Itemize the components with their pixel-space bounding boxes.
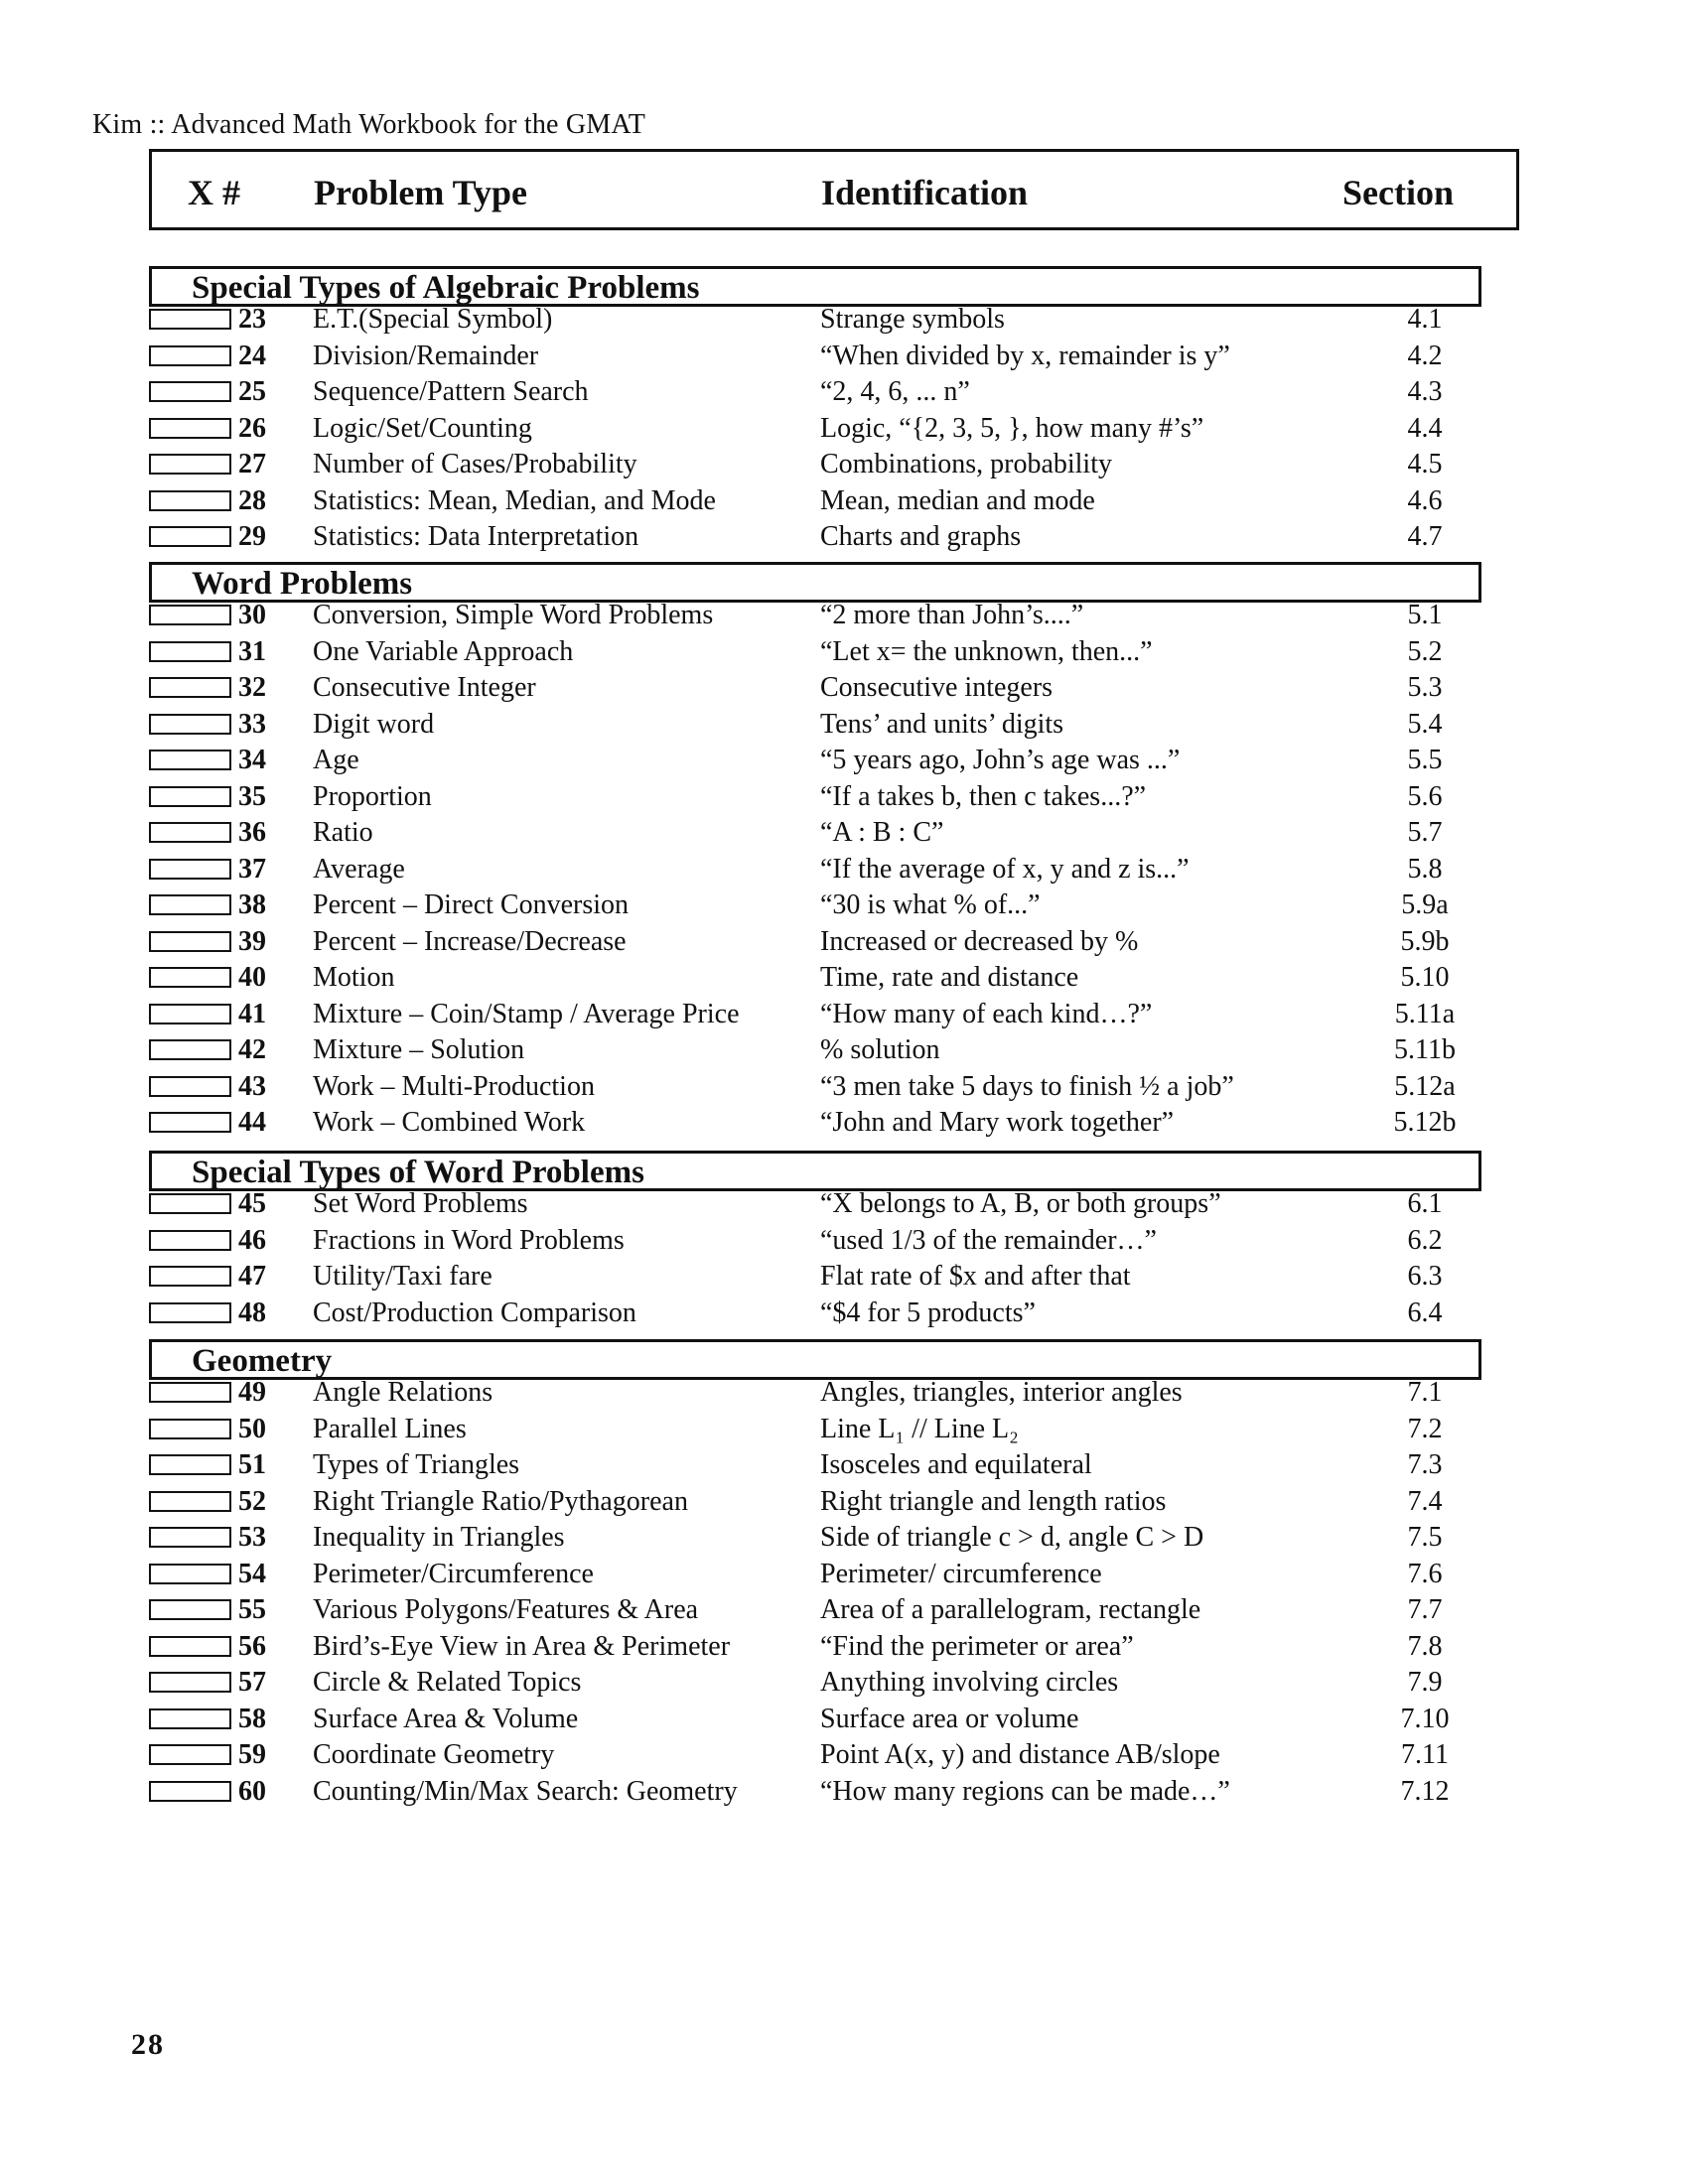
checkbox[interactable] <box>149 1527 231 1548</box>
identification: Angles, triangles, interior angles <box>820 1377 1183 1408</box>
checkbox[interactable] <box>149 1491 231 1512</box>
section-title: Special Types of Algebraic Problems <box>192 270 700 306</box>
checkbox[interactable] <box>149 894 231 915</box>
table-row <box>0 1775 1688 1811</box>
table-row <box>0 708 1688 744</box>
checkbox[interactable] <box>149 1599 231 1620</box>
identification: Mean, median and mode <box>820 484 1095 516</box>
identification: “If a takes b, then c takes...?” <box>820 780 1147 812</box>
identification: “How many of each kind…?” <box>820 998 1153 1029</box>
identification: “Find the perimeter or area” <box>820 1630 1134 1662</box>
problem-type: Age <box>313 745 359 775</box>
identification: % solution <box>820 1034 940 1065</box>
table-row <box>0 340 1688 375</box>
problem-number: 51 <box>238 1449 266 1480</box>
checkbox[interactable] <box>149 1564 231 1584</box>
section-number: 5.9b <box>1400 925 1450 957</box>
section-number: 7.7 <box>1407 1594 1443 1625</box>
problem-type: One Variable Approach <box>313 635 574 667</box>
section-number: 7.8 <box>1407 1630 1443 1662</box>
table-row <box>0 1485 1688 1521</box>
section-number: 7.3 <box>1407 1449 1443 1480</box>
table-row <box>0 925 1688 961</box>
problem-type: Logic/Set/Counting <box>313 412 532 444</box>
problem-number: 59 <box>238 1739 266 1770</box>
problem-type: Ratio <box>313 817 373 848</box>
problem-type: Percent – Increase/Decrease <box>313 925 627 957</box>
identification: “30 is what % of...” <box>820 889 1041 920</box>
identification: “$4 for 5 products” <box>820 1297 1036 1328</box>
checkbox[interactable] <box>149 490 231 511</box>
identification: Consecutive integers <box>820 672 1054 703</box>
section-number: 4.1 <box>1407 304 1443 335</box>
table-row <box>0 375 1688 411</box>
section-header <box>149 1339 1481 1380</box>
problem-number: 33 <box>238 708 266 740</box>
section-number: 5.12b <box>1393 1107 1457 1138</box>
problem-number: 35 <box>238 780 266 812</box>
section-header <box>149 1151 1481 1191</box>
problem-number: 42 <box>238 1034 266 1065</box>
checkbox[interactable] <box>149 1708 231 1729</box>
section-number: 7.10 <box>1400 1703 1450 1734</box>
problem-type: Utility/Taxi fare <box>313 1261 492 1292</box>
problem-number: 28 <box>238 484 266 516</box>
problem-number: 34 <box>238 745 266 775</box>
checkbox[interactable] <box>149 967 231 988</box>
column-header-section: Section <box>1342 173 1454 212</box>
identification: “If the average of x, y and z is...” <box>820 853 1190 885</box>
section-number: 5.8 <box>1407 853 1443 885</box>
identification: “John and Mary work together” <box>820 1107 1175 1138</box>
section-number: 7.4 <box>1407 1485 1443 1517</box>
problem-number: 30 <box>238 600 266 630</box>
identification: Anything involving circles <box>820 1667 1119 1698</box>
checkbox[interactable] <box>149 677 231 698</box>
problem-number: 24 <box>238 340 266 371</box>
section-number: 7.2 <box>1407 1413 1443 1444</box>
problem-number: 40 <box>238 962 266 993</box>
table-row <box>0 1593 1688 1629</box>
identification: Flat rate of $x and after that <box>820 1261 1131 1292</box>
problem-type: Percent – Direct Conversion <box>313 889 630 920</box>
problem-type: Average <box>313 853 405 885</box>
problem-number: 25 <box>238 376 266 407</box>
problem-type: Surface Area & Volume <box>313 1703 579 1734</box>
checkbox[interactable] <box>149 1672 231 1693</box>
identification: Right triangle and length ratios <box>820 1485 1167 1517</box>
problem-type: Counting/Min/Max Search: Geometry <box>313 1775 738 1807</box>
problem-type: Parallel Lines <box>313 1413 467 1444</box>
section-title: Special Types of Word Problems <box>192 1155 644 1190</box>
problem-number: 57 <box>238 1667 266 1698</box>
identification: Logic, “{2, 3, 5, }, how many #’s” <box>820 412 1204 444</box>
section-number: 5.11a <box>1394 998 1456 1029</box>
problem-number: 53 <box>238 1522 266 1553</box>
section-header <box>149 562 1481 603</box>
section-number: 5.3 <box>1407 672 1443 703</box>
page-number: 28 <box>131 2028 165 2061</box>
problem-number: 58 <box>238 1703 266 1734</box>
problem-type: Consecutive Integer <box>313 672 536 703</box>
table-row <box>0 635 1688 671</box>
section-number: 6.3 <box>1407 1261 1443 1292</box>
problem-number: 54 <box>238 1558 266 1589</box>
problem-type: Motion <box>313 962 395 993</box>
checkbox[interactable] <box>149 1230 231 1251</box>
checkbox[interactable] <box>149 1266 231 1287</box>
identification: Tens’ and units’ digits <box>820 708 1064 740</box>
identification: “used 1/3 of the remainder…” <box>820 1224 1157 1256</box>
problem-type: Division/Remainder <box>313 340 539 371</box>
section-number: 6.1 <box>1407 1188 1443 1219</box>
checkbox[interactable] <box>149 1382 231 1403</box>
table-row <box>0 1187 1688 1223</box>
identification: Surface area or volume <box>820 1703 1079 1734</box>
checkbox[interactable] <box>149 822 231 843</box>
section-number: 5.1 <box>1407 600 1443 630</box>
problem-number: 36 <box>238 817 266 848</box>
table-row <box>0 412 1688 448</box>
problem-number: 46 <box>238 1224 266 1256</box>
section-number: 5.2 <box>1407 635 1443 667</box>
identification: Combinations, probability <box>820 449 1112 479</box>
problem-type: Proportion <box>313 780 432 812</box>
table-row <box>0 1448 1688 1484</box>
problem-number: 48 <box>238 1297 266 1328</box>
problem-type: Statistics: Data Interpretation <box>313 521 639 552</box>
table-row <box>0 853 1688 888</box>
identification: Area of a parallelogram, rectangle <box>820 1594 1201 1625</box>
problem-type: Circle & Related Topics <box>313 1667 582 1698</box>
checkbox[interactable] <box>149 1112 231 1133</box>
table-row <box>0 780 1688 816</box>
section-number: 5.4 <box>1407 708 1443 740</box>
problem-number: 32 <box>238 672 266 703</box>
problem-type: Work – Combined Work <box>313 1107 586 1138</box>
checkbox[interactable] <box>149 526 231 547</box>
table-row <box>0 1521 1688 1557</box>
problem-type: Mixture – Solution <box>313 1034 525 1065</box>
problem-number: 29 <box>238 521 266 552</box>
section-number: 5.7 <box>1407 817 1443 848</box>
table-row <box>0 1376 1688 1412</box>
problem-type: Mixture – Coin/Stamp / Average Price <box>313 998 740 1029</box>
checkbox[interactable] <box>149 345 231 366</box>
table-row <box>0 998 1688 1033</box>
table-row <box>0 1297 1688 1332</box>
section-number: 4.4 <box>1407 412 1443 444</box>
problem-number: 26 <box>238 412 266 444</box>
table-row <box>0 1666 1688 1702</box>
problem-number: 38 <box>238 889 266 920</box>
problem-number: 37 <box>238 853 266 885</box>
problem-number: 50 <box>238 1413 266 1444</box>
section-number: 6.2 <box>1407 1224 1443 1256</box>
table-row <box>0 1703 1688 1738</box>
checkbox[interactable] <box>149 1076 231 1097</box>
table-row <box>0 1224 1688 1260</box>
table-row <box>0 888 1688 924</box>
checkbox[interactable] <box>149 1636 231 1657</box>
checkbox[interactable] <box>149 1193 231 1214</box>
problem-type: Bird’s-Eye View in Area & Perimeter <box>313 1630 731 1662</box>
problem-number: 52 <box>238 1485 266 1517</box>
problem-number: 41 <box>238 998 266 1029</box>
identification: “Let x= the unknown, then...” <box>820 635 1153 667</box>
section-number: 5.12a <box>1394 1070 1456 1102</box>
identification: “How many regions can be made…” <box>820 1775 1230 1807</box>
problem-type: Types of Triangles <box>313 1449 520 1480</box>
problem-number: 60 <box>238 1775 266 1807</box>
identification: Perimeter/ circumference <box>820 1558 1102 1589</box>
column-header-identification: Identification <box>821 173 1029 212</box>
problem-number: 47 <box>238 1261 266 1292</box>
problem-type: Various Polygons/Features & Area <box>313 1594 699 1625</box>
problem-number: 45 <box>238 1188 266 1219</box>
problem-number: 39 <box>238 925 266 957</box>
identification: “3 men take 5 days to finish ½ a job” <box>820 1070 1234 1102</box>
problem-type: Work – Multi-Production <box>313 1070 595 1102</box>
checkbox[interactable] <box>149 786 231 807</box>
identification: Isosceles and equilateral <box>820 1449 1092 1480</box>
identification: Increased or decreased by % <box>820 925 1139 957</box>
section-number: 5.11b <box>1394 1034 1456 1065</box>
table-row <box>0 1260 1688 1296</box>
table-row <box>0 1106 1688 1142</box>
identification: “2, 4, 6, ... n” <box>820 376 970 407</box>
checkbox[interactable] <box>149 309 231 330</box>
section-title: Word Problems <box>192 566 413 602</box>
table-row <box>0 448 1688 483</box>
checkbox[interactable] <box>149 1039 231 1060</box>
identification: “A : B : C” <box>820 817 944 848</box>
section-number: 4.5 <box>1407 449 1443 479</box>
section-number: 5.9a <box>1401 889 1449 920</box>
section-number: 4.2 <box>1407 340 1443 371</box>
running-head: Kim :: Advanced Math Workbook for the GMAT <box>92 109 645 140</box>
table-row <box>0 744 1688 779</box>
problem-number: 55 <box>238 1594 266 1625</box>
section-number: 7.12 <box>1400 1775 1450 1807</box>
table-row <box>0 1738 1688 1774</box>
problem-number: 31 <box>238 635 266 667</box>
checkbox[interactable] <box>149 1781 231 1802</box>
table-row <box>0 816 1688 852</box>
table-row <box>0 1413 1688 1448</box>
problem-type: Sequence/Pattern Search <box>313 376 589 407</box>
checkbox[interactable] <box>149 641 231 662</box>
section-number: 7.9 <box>1407 1667 1443 1698</box>
problem-number: 56 <box>238 1630 266 1662</box>
checkbox[interactable] <box>149 1302 231 1323</box>
problem-type: Digit word <box>313 708 435 740</box>
section-number: 7.11 <box>1401 1739 1449 1770</box>
problem-type: Set Word Problems <box>313 1188 528 1219</box>
checkbox[interactable] <box>149 714 231 735</box>
table-row <box>0 1033 1688 1069</box>
identification: Strange symbols <box>820 304 1005 335</box>
identification: Charts and graphs <box>820 521 1022 552</box>
problem-type: Angle Relations <box>313 1377 493 1408</box>
section-title: Geometry <box>192 1343 333 1379</box>
table-row <box>0 1630 1688 1666</box>
identification: Side of triangle c > d, angle C > D <box>820 1522 1204 1553</box>
column-header-problem-type: Problem Type <box>314 173 527 212</box>
section-number: 7.5 <box>1407 1522 1443 1553</box>
section-number: 6.4 <box>1407 1297 1443 1328</box>
problem-type: Inequality in Triangles <box>313 1522 565 1553</box>
problem-type: Cost/Production Comparison <box>313 1297 636 1328</box>
identification: “X belongs to A, B, or both groups” <box>820 1188 1221 1219</box>
identification: Point A(x, y) and distance AB/slope <box>820 1739 1220 1770</box>
checkbox[interactable] <box>149 1419 231 1439</box>
checkbox[interactable] <box>149 605 231 625</box>
section-number: 4.7 <box>1407 521 1443 552</box>
problem-type: Right Triangle Ratio/Pythagorean <box>313 1485 688 1517</box>
section-header <box>149 266 1481 307</box>
problem-number: 44 <box>238 1107 266 1138</box>
identification: Time, rate and distance <box>820 962 1079 993</box>
checkbox[interactable] <box>149 1454 231 1475</box>
checkbox[interactable] <box>149 931 231 952</box>
problem-number: 23 <box>238 304 266 335</box>
checkbox[interactable] <box>149 1004 231 1024</box>
checkbox[interactable] <box>149 859 231 880</box>
problem-type: Perimeter/Circumference <box>313 1558 594 1589</box>
section-number: 7.6 <box>1407 1558 1443 1589</box>
table-row <box>0 484 1688 520</box>
problem-type: Coordinate Geometry <box>313 1739 555 1770</box>
section-number: 5.10 <box>1400 962 1450 993</box>
checkbox[interactable] <box>149 1744 231 1765</box>
identification: Line L₁ // Line L₂ <box>820 1413 1019 1444</box>
section-number: 4.6 <box>1407 484 1443 516</box>
checkbox[interactable] <box>149 418 231 439</box>
problem-type: Statistics: Mean, Median, and Mode <box>313 484 716 516</box>
problem-number: 49 <box>238 1377 266 1408</box>
problem-type: E.T.(Special Symbol) <box>313 304 553 335</box>
identification: “5 years ago, John’s age was ...” <box>820 745 1181 775</box>
section-number: 7.1 <box>1407 1377 1443 1408</box>
problem-type: Number of Cases/Probability <box>313 449 637 479</box>
table-row <box>0 520 1688 556</box>
table-row <box>0 1558 1688 1593</box>
problem-number: 27 <box>238 449 266 479</box>
section-number: 4.3 <box>1407 376 1443 407</box>
problem-type: Fractions in Word Problems <box>313 1224 625 1256</box>
table-row <box>0 599 1688 634</box>
section-number: 5.5 <box>1407 745 1443 775</box>
table-row <box>0 961 1688 997</box>
problem-number: 43 <box>238 1070 266 1102</box>
checkbox[interactable] <box>149 750 231 770</box>
identification: “2 more than John’s....” <box>820 600 1084 630</box>
problem-type: Conversion, Simple Word Problems <box>313 600 714 630</box>
checkbox[interactable] <box>149 381 231 402</box>
column-header-x-num: X # <box>188 173 240 212</box>
section-number: 5.6 <box>1407 780 1443 812</box>
table-row <box>0 1070 1688 1106</box>
table-row <box>0 671 1688 707</box>
checkbox[interactable] <box>149 454 231 475</box>
identification: “When divided by x, remainder is y” <box>820 340 1230 371</box>
table-row <box>0 303 1688 339</box>
